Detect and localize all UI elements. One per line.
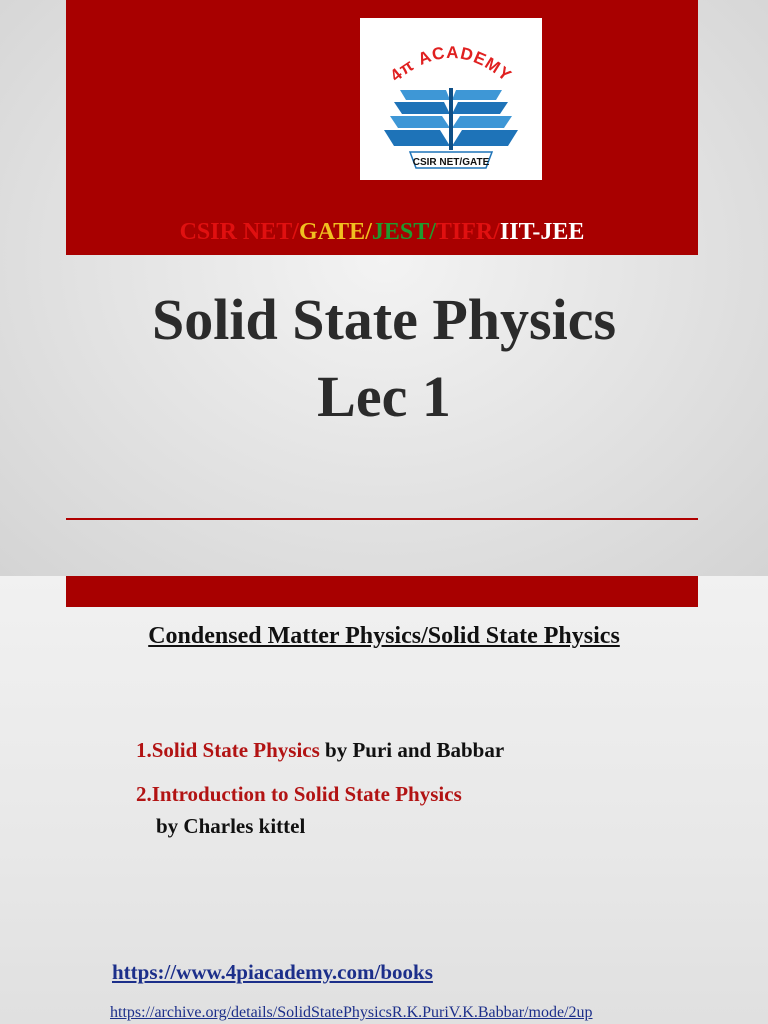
- exam-iit-jee: IIT-JEE: [499, 219, 585, 245]
- academy-logo: [360, 18, 542, 180]
- archive-link[interactable]: https://archive.org/details/SolidStatePhysicsR.K.PuriV.K.Babbar/mode/2up: [110, 1004, 593, 1021]
- slide-title: Solid State Physics: [151, 287, 617, 352]
- book-2-author: by Charles kittel: [156, 814, 306, 838]
- lecture-number: Lec 1: [317, 364, 451, 429]
- header-banner: [66, 0, 698, 255]
- book-item-2: [136, 782, 462, 807]
- book-item-1: [136, 738, 504, 763]
- exam-list: [66, 217, 698, 247]
- books-link[interactable]: https://www.4piacademy.com/books: [112, 960, 433, 984]
- references-heading: Condensed Matter Physics/Solid State Physics: [148, 623, 620, 649]
- open-book-logo-icon: [360, 18, 542, 180]
- exam-jest: JEST/: [371, 219, 436, 245]
- book-2-title: 2.Introduction to Solid State Physics: [136, 782, 462, 806]
- references-slide: [0, 576, 768, 1024]
- book-1-title: 1.Solid State Physics: [136, 738, 320, 762]
- exam-csir-net: CSIR NET/: [179, 219, 299, 245]
- logo-academy-text: 4π ACADEMY: [386, 42, 516, 86]
- logo-tagline: CSIR NET/GATE: [412, 157, 490, 168]
- exam-gate: GATE/: [298, 219, 372, 245]
- book-1-author: by Puri and Babbar: [319, 738, 505, 762]
- divider-line: [66, 518, 698, 520]
- top-banner: [66, 576, 698, 607]
- svg-text:4π ACADEMY: [386, 43, 515, 85]
- exam-tifr: TIFR/: [435, 219, 500, 245]
